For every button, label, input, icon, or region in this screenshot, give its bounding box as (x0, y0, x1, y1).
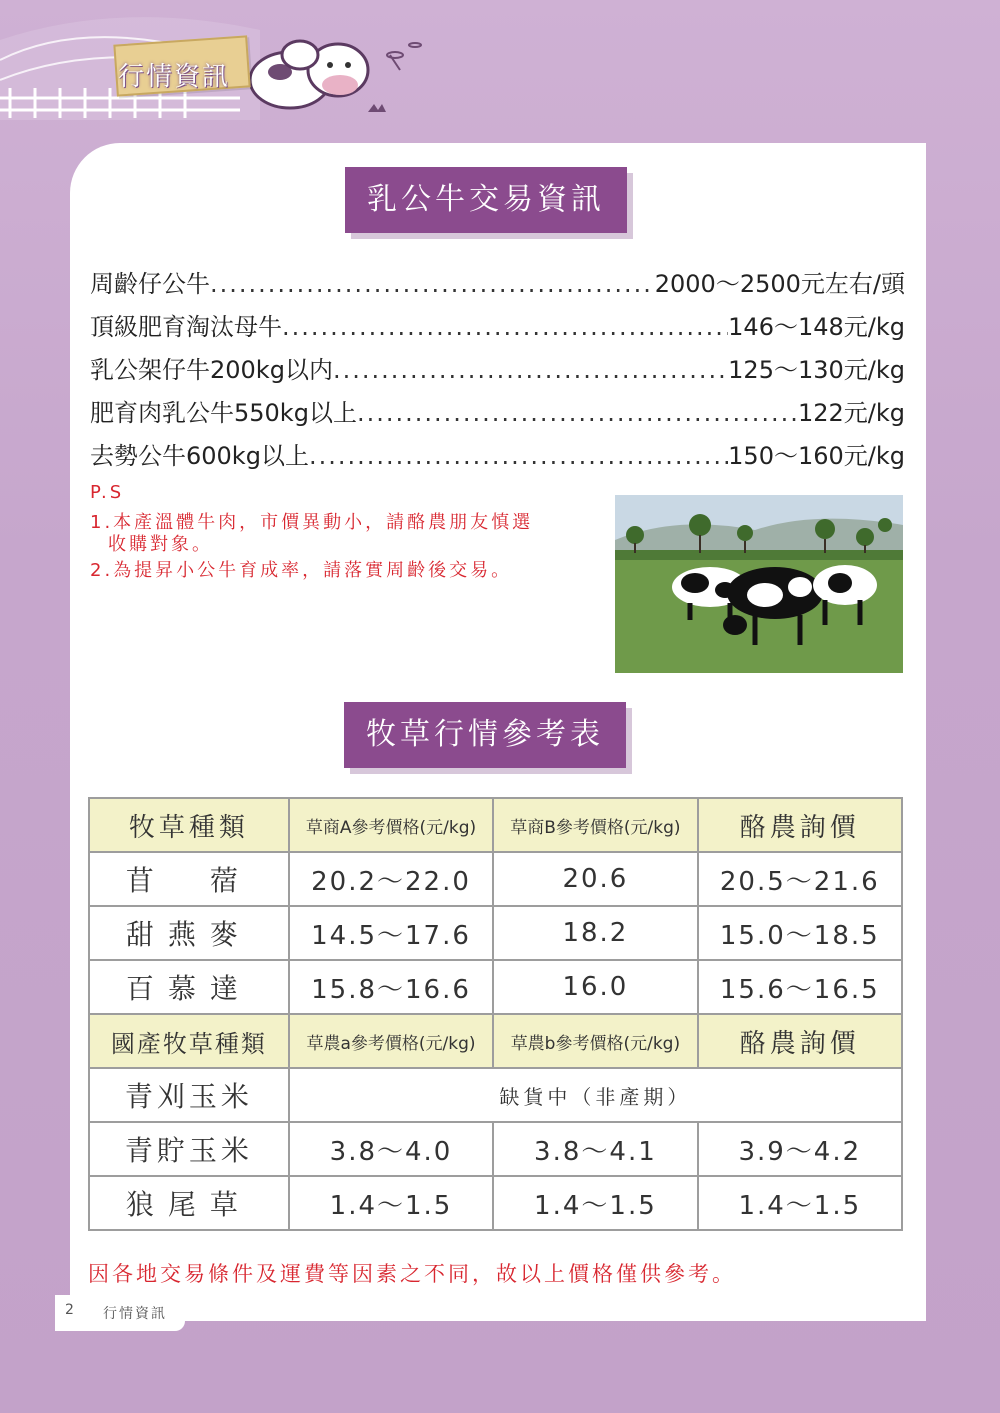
price-a: 15.8～16.6 (289, 960, 493, 1014)
price-a: 14.5～17.6 (289, 906, 493, 960)
bull-section-title: 乳公牛交易資訊 (345, 167, 627, 233)
header-domestic-b: 草農b參考價格(元/kg) (493, 1014, 697, 1068)
price-farmer: 15.0～18.5 (698, 906, 902, 960)
price-b: 20.6 (493, 852, 697, 906)
price-row-value: 146～148元/kg (728, 313, 905, 341)
price-b: 16.0 (493, 960, 697, 1014)
hay-name: 青貯玉米 (89, 1122, 289, 1176)
table-row (89, 906, 902, 960)
hay-name: 青刈玉米 (89, 1068, 289, 1122)
note-line: 收購對象。 (108, 534, 213, 555)
ps-label: P.S (90, 482, 125, 503)
price-farmer: 3.9～4.2 (698, 1122, 902, 1176)
price-row-leader (282, 313, 728, 341)
header-domestic-type: 國產牧草種類 (89, 1014, 289, 1068)
price-row (90, 264, 905, 304)
price-row-value: 122元/kg (797, 399, 905, 427)
table-header-row (89, 798, 902, 852)
price-row (90, 393, 905, 433)
dragonfly-illustration (387, 43, 421, 70)
hay-name: 苜 蓿 (89, 852, 289, 906)
price-b: 1.4～1.5 (493, 1176, 697, 1230)
header-domestic-a: 草農a參考價格(元/kg) (289, 1014, 493, 1068)
hay-name: 百慕達 (89, 960, 289, 1014)
header-farmer: 酪農詢價 (698, 798, 902, 852)
price-a: 20.2～22.0 (289, 852, 493, 906)
note-line: 2.為提昇小公牛育成率，請落實周齡後交易。 (90, 560, 513, 581)
page-label: 行情資訊 (103, 1306, 167, 1322)
header-a: 草商A參考價格(元/kg) (289, 798, 493, 852)
table-row (89, 1068, 902, 1122)
header-type: 牧草種類 (89, 798, 289, 852)
note-line: 1.本產溫體牛肉，市價異動小，請酪農朋友慎選 (90, 512, 534, 533)
cow-illustration (250, 41, 368, 108)
price-row-label: 乳公架仔牛200kg以内 (90, 356, 333, 384)
price-farmer: 20.5～21.6 (698, 852, 902, 906)
price-b: 18.2 (493, 906, 697, 960)
page-number: 2 (65, 1302, 74, 1318)
hay-section-title: 牧草行情參考表 (344, 702, 626, 768)
table-row (89, 960, 902, 1014)
price-row-value: 125～130元/kg (728, 356, 905, 384)
price-row (90, 436, 905, 476)
table-header-row (89, 1014, 902, 1068)
price-row-leader (210, 270, 655, 298)
price-farmer: 1.4～1.5 (698, 1176, 902, 1230)
footer-note: 因各地交易條件及運費等因素之不同，故以上價格僅供參考。 (88, 1262, 736, 1286)
price-b: 3.8～4.1 (493, 1122, 697, 1176)
price-row-label: 肥育肉乳公牛550kg以上 (90, 399, 357, 427)
price-row (90, 307, 905, 347)
header-domestic-farmer: 酪農詢價 (698, 1014, 902, 1068)
price-row-leader (309, 442, 728, 470)
table-row (89, 1176, 902, 1230)
price-row-leader (333, 356, 728, 384)
header-banner (0, 0, 460, 130)
price-row (90, 350, 905, 390)
header-b: 草商B參考價格(元/kg) (493, 798, 697, 852)
price-row-leader (357, 399, 798, 427)
out-of-stock-cell: 缺貨中（非產期） (289, 1068, 902, 1122)
header-title: 行情資訊 (118, 62, 231, 92)
price-row-value: 2000～2500元左右/頭 (654, 270, 905, 298)
price-a: 1.4～1.5 (289, 1176, 493, 1230)
hay-name: 甜燕麥 (89, 906, 289, 960)
table-row (89, 852, 902, 906)
price-farmer: 15.6～16.5 (698, 960, 902, 1014)
hay-name: 狼尾草 (89, 1176, 289, 1230)
hay-price-table (88, 797, 903, 1231)
price-row-value: 150～160元/kg (728, 442, 905, 470)
price-row-label: 去勢公牛600kg以上 (90, 442, 309, 470)
price-row-label: 周齡仔公牛 (90, 270, 210, 298)
price-a: 3.8～4.0 (289, 1122, 493, 1176)
table-row (89, 1122, 902, 1176)
price-row-label: 頂級肥育淘汰母牛 (90, 313, 282, 341)
cows-grazing-photo (615, 495, 903, 673)
